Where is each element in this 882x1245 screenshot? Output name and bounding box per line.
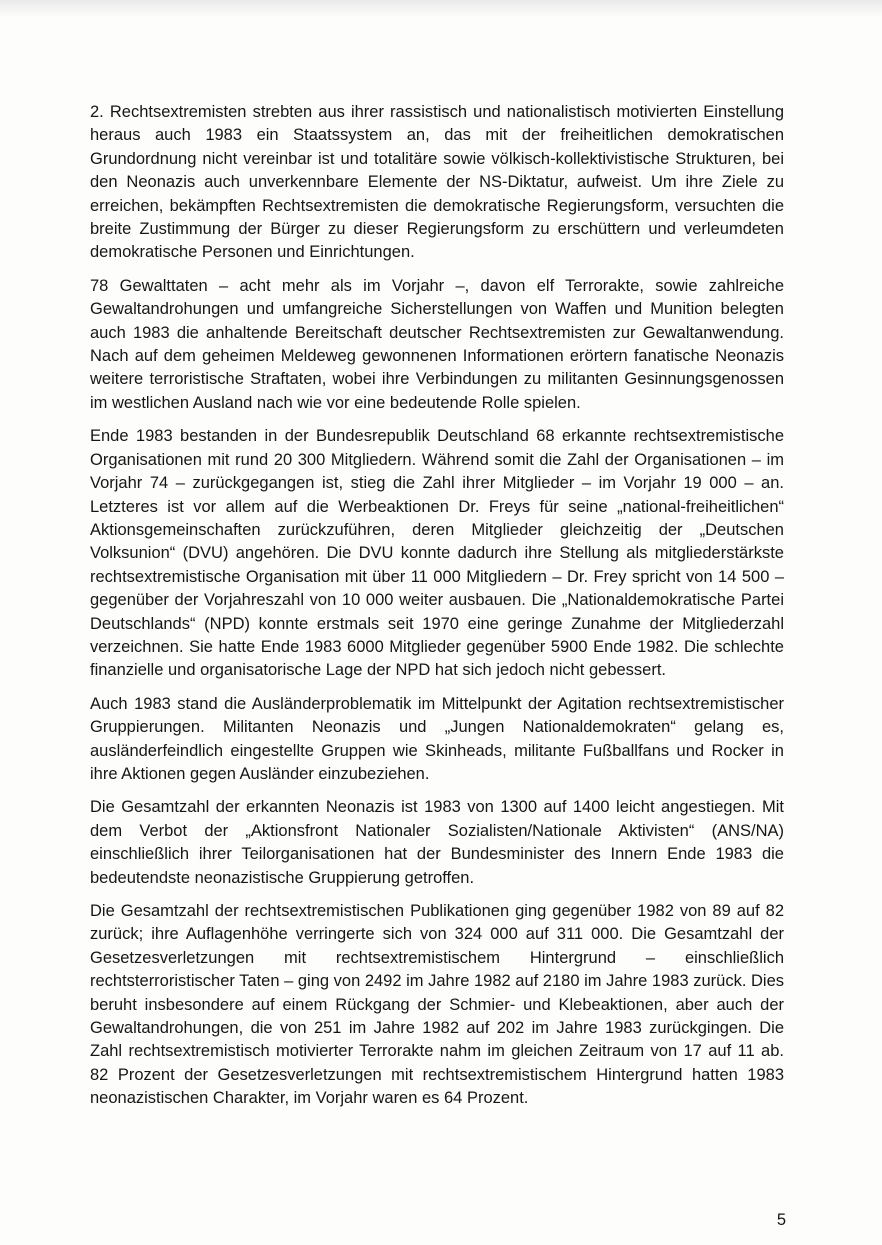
paragraph-5: Die Gesamtzahl der erkannten Neonazis ist 1983 von 1300 auf 1400 leicht angestiegen. Mit dem Verbot der „Aktionsfront Nationaler Sozialisten/Nationale Aktivisten“ (ANS/NA) einschließlich ihrer Teilorganisationen hat der Bundesminister des Innern Ende 1983 die bedeutendste neonazistische Gruppierung getroffen. [90,798,784,887]
paragraph-2: 78 Gewalttaten – acht mehr als im Vorjahr –, davon elf Terrorakte, sowie zahlreiche Gewaltandrohungen und umfangreiche Sicherstellungen von Waffen und Munition belegten auch 1983 die anhaltende Bereitschaft deutscher Rechtsextremisten zur Gewaltanwendung. Nach auf dem geheimen Meldeweg gewonnenen Informationen erörtern fanatische Neonazis weitere terroristische Straftaten, wobei ihre Verbindungen zu militanten Gesinnungsgenossen im westlichen Ausland nach wie vor eine bedeutende Rolle spielen. [90,276,784,412]
page-number: 5 [776,1211,786,1229]
body-text [90,101,784,1121]
scan-top-edge [0,0,882,18]
paragraph-4: Auch 1983 stand die Ausländerproblematik im Mittelpunkt der Agitation rechtsextremistischer Gruppierungen. Militanten Neonazis und „Jungen Nationaldemokraten“ gelang es, ausländerfeindlich eingestellte Gruppen wie Skinheads, militante Fußballfans und Rocker in ihre Aktionen gegen Ausländer einzubeziehen. [90,694,784,783]
paragraph-3: Ende 1983 bestanden in der Bundesrepublik Deutschland 68 erkannte rechtsextremistische Organisationen mit rund 20 300 Mitgliedern. Während somit die Zahl der Organisationen – im Vorjahr 74 – zurückgegangen ist, stieg die Zahl ihrer Mitglieder – im Vorjahr 19 000 – an. Letzteres ist vor allem auf die Werbeaktionen Dr. Freys für seine „national-freiheitlichen“ Aktionsgemeinschaften zurückzuführen, deren Mitglieder gleichzeitig der „Deutschen Volksunion“ (DVU) angehören. Die DVU konnte dadurch ihre Stellung als mitgliederstärkste rechtsextremistische Organisation mit über 11 000 Mitgliedern – Dr. Frey spricht von 14 500 – gegenüber der Vorjahreszahl von 10 000 weiter ausbauen. Die „Nationaldemokratische Partei Deutschlands“ (NPD) konnte erstmals seit 1970 eine geringe Zunahme der Mitgliederzahl verzeichnen. Sie hatte Ende 1983 6000 Mitglieder gegenüber 5900 Ende 1982. Die schlechte finanzielle und organisatorische Lage der NPD hat sich jedoch nicht gebessert. [90,427,784,680]
paragraph-6: Die Gesamtzahl der rechtsextremistischen Publikationen ging gegenüber 1982 von 89 auf 82 zurück; ihre Auflagenhöhe verringerte sich von 324 000 auf 311 000. Die Gesamtzahl der Gesetzesverletzungen mit rechtsextremistischem Hintergrund – einschließlich rechtsterroristischer Taten – ging von 2492 im Jahre 1982 auf 2180 im Jahre 1983 zurück. Dies beruht insbesondere auf einem Rückgang der Schmier- und Klebeaktionen, aber auch der Gewaltandrohungen, die von 251 im Jahre 1982 auf 202 im Jahre 1983 zurückgingen. Die Zahl rechtsextremistisch motivierter Terrorakte nahm im gleichen Zeitraum von 17 auf 11 ab. 82 Prozent der Gesetzesverletzungen mit rechtsextremistischem Hintergrund hatten 1983 neonazistischen Charakter, im Vorjahr waren es 64 Prozent. [90,902,784,1108]
paragraph-1: 2. Rechtsextremisten strebten aus ihrer rassistisch und nationalistisch motivierten Einstellung heraus auch 1983 ein Staatssystem an, das mit der freiheitlichen demokratischen Grundordnung nicht vereinbar ist und totalitäre sowie völkisch-kollektivistische Strukturen, bei den Neonazis auch unverkennbare Elemente der NS-Diktatur, aufweist. Um ihre Ziele zu erreichen, bekämpften Rechtsextremisten die demokratische Regierungsform, versuchten die breite Zustimmung der Bürger zu dieser Regierungsform zu erschüttern und verleumdeten demokratische Personen und Einrichtungen. [90,103,784,262]
